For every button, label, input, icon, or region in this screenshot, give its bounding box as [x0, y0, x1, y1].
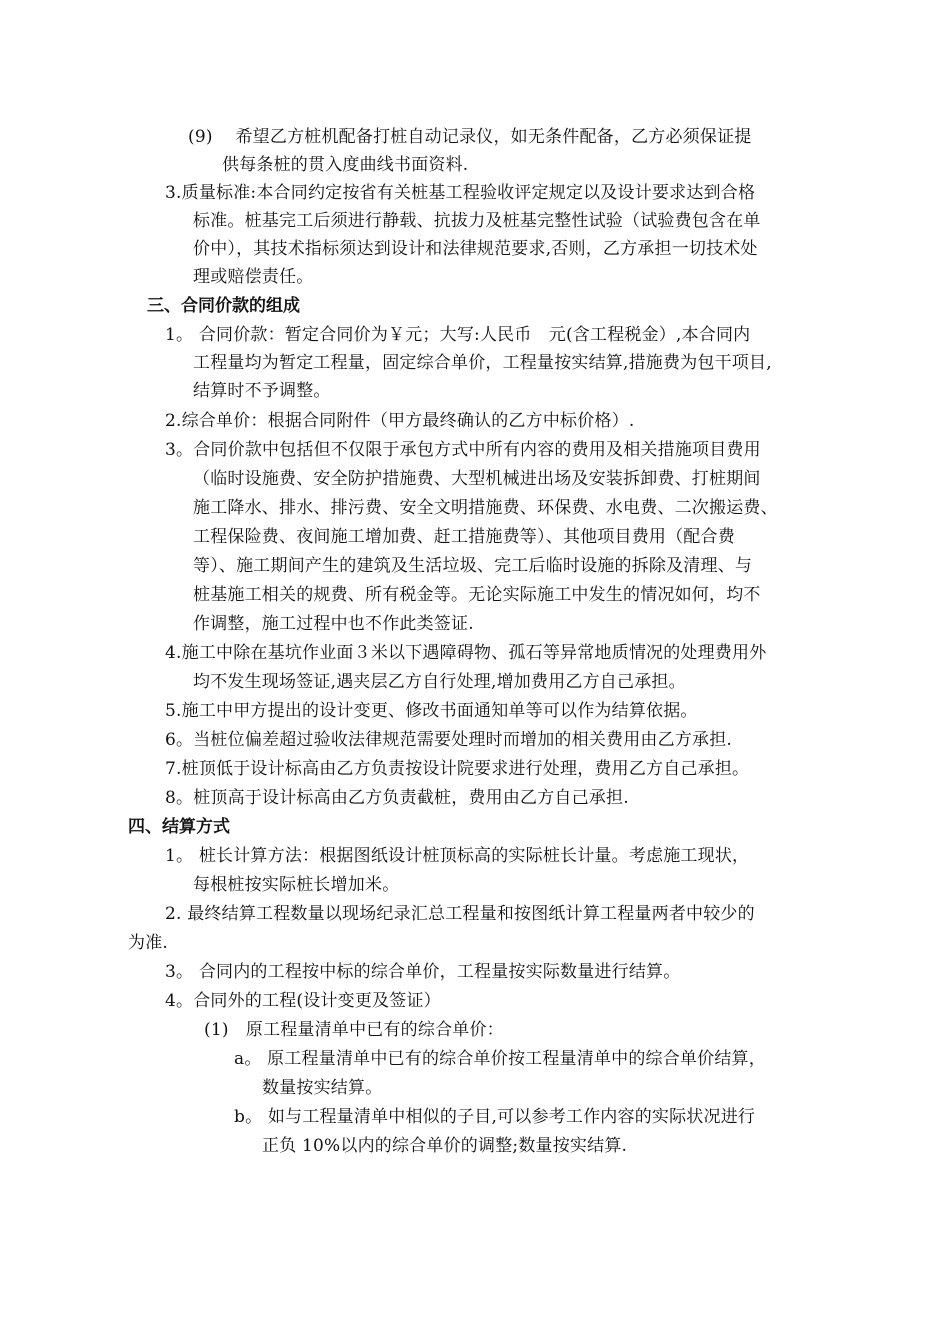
s3-p4-line-1: 4.施工中除在基坑作业面３米以下遇障碍物、孤石等异常地质情况的处理费用外: [165, 643, 767, 663]
quality-standard-line-4: 理或赔偿责任。: [193, 267, 314, 287]
s4-item-a-line-2: 数量按实结算。: [262, 1078, 383, 1098]
quality-standard-line-2: 标准。桩基完工后须进行静载、抗拔力及桩基完整性试验（试验费包含在单: [193, 211, 761, 231]
s4-p2-line-1: 2. 最终结算工程数量以现场纪录汇总工程量和按图纸计算工程量两者中较少的: [165, 904, 755, 924]
s4-p1-line-2: 每根桩按实际桩长增加米。: [193, 875, 400, 895]
s3-p3-line-7: 作调整，施工过程中也不作此类签证.: [193, 614, 474, 634]
s4-sub-1: (1) 原工程量清单中已有的综合单价：: [204, 1020, 504, 1040]
item-9-line-1: (9) 希望乙方桩机配备打桩自动记录仪，如无条件配备，乙方必须保证提: [188, 127, 752, 147]
s3-p3-line-5: 等）、施工期间产生的建筑及生活垃圾、完工后临时设施的拆除及清理、与: [193, 556, 753, 576]
s3-p8: 8。桩顶高于设计标高由乙方负责截桩，费用由乙方自己承担.: [165, 788, 629, 808]
quality-standard-line-3: 价中），其技术指标须达到设计和法律规范要求,否则，乙方承担一切技术处: [193, 239, 758, 259]
s3-p2: 2.综合单价：根据合同附件（甲方最终确认的乙方中标价格）.: [165, 411, 635, 431]
s3-p3-line-1: 3。合同价款中包括但不仅限于承包方式中所有内容的费用及相关措施项目费用: [165, 440, 761, 460]
section-4-heading: 四、结算方式: [128, 817, 230, 837]
quality-standard-line-1: 3.质量标准:本合同约定按省有关桩基工程验收评定规定以及设计要求达到合格: [165, 183, 756, 203]
item-9-line-2: 供每条桩的贯入度曲线书面资料.: [222, 155, 469, 175]
s3-p3-line-3: 施工降水、排水、排污费、安全文明措施费、环保费、水电费、二次搬运费、: [193, 498, 778, 518]
s4-item-b-line-2: 正负 10%以内的综合单价的调整;数量按实结算.: [262, 1136, 628, 1156]
s4-p3: 3。 合同内的工程按中标的综合单价，工程量按实际数量进行结算。: [165, 962, 681, 982]
s3-p7: 7.桩顶低于设计标高由乙方负责按设计院要求进行处理，费用乙方自己承担。: [165, 759, 750, 779]
s3-p1-line-1: 1。 合同价款：暂定合同价为￥元；大写:人民币 元(含工程税金）,本合同内: [165, 325, 751, 345]
s3-p1-line-3: 结算时不予调整。: [193, 381, 331, 401]
section-3-heading: 三、合同价款的组成: [147, 296, 300, 316]
s4-p1-line-1: 1。 桩长计算方法：根据图纸设计桩顶标高的实际桩长计量。考虑施工现状，: [165, 846, 750, 866]
s3-p5: 5.施工中甲方提出的设计变更、修改书面通知单等可以作为结算依据。: [165, 701, 698, 721]
s3-p3-line-2: （临时设施费、安全防护措施费、大型机械进出场及安装拆卸费、打桩期间: [193, 469, 761, 489]
s4-p4: 4。合同外的工程(设计变更及签证）: [165, 991, 441, 1011]
s3-p3-line-6: 桩基施工相关的规费、所有税金等。无论实际施工中发生的情况如何，均不: [193, 585, 761, 605]
s3-p3-line-4: 工程保险费、夜间施工增加费、赶工措施费等）、其他项目费用（配合费: [193, 527, 735, 547]
s3-p6: 6。当桩位偏差超过验收法律规范需要处理时而增加的相关费用由乙方承担.: [165, 730, 733, 750]
s3-p4-line-2: 均不发生现场签证,遇夹层乙方自行处理,增加费用乙方自己承担。: [193, 672, 686, 692]
s4-p2-line-2: 为准.: [128, 933, 169, 953]
s4-item-a-line-1: a。 原工程量清单中已有的综合单价按工程量清单中的综合单价结算，: [234, 1049, 766, 1069]
s3-p1-line-2: 工程量均为暂定工程量，固定综合单价，工程量按实结算,措施费为包干项目,: [193, 353, 772, 373]
s4-item-b-line-1: b。 如与工程量清单中相似的子目,可以参考工作内容的实际状况进行: [234, 1107, 756, 1127]
